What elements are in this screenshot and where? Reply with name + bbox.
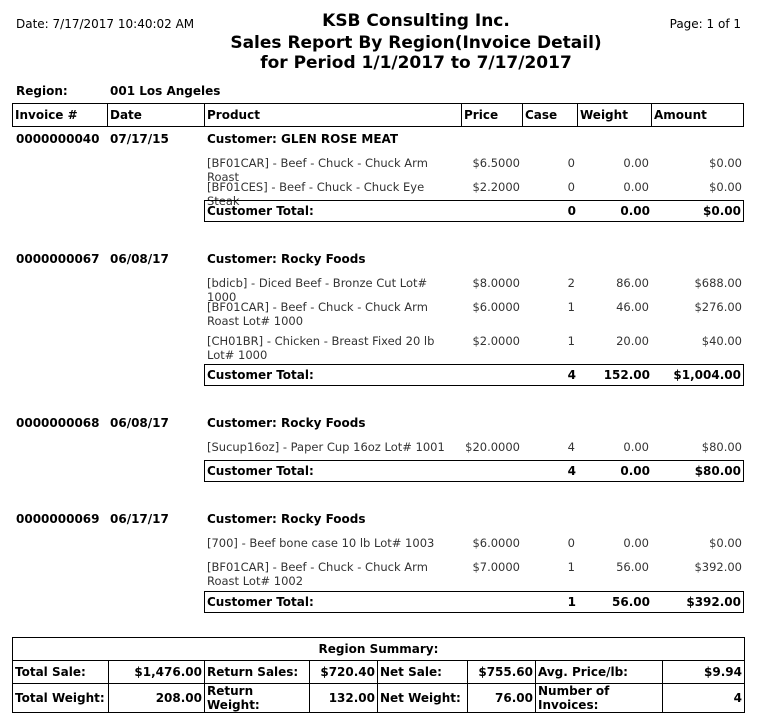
customer-total-weight: 56.00 (612, 595, 650, 609)
customer-total-case: 4 (567, 368, 576, 382)
line-product: [BF01CAR] - Beef - Chuck - Chuck Arm Roast Lot# 1002 (207, 560, 428, 588)
num-invoices-label: Number of Invoices: (536, 684, 663, 713)
region-summary-table (12, 637, 745, 713)
line-price: $6.0000 (472, 300, 520, 314)
customer-total-row (204, 591, 744, 613)
line-case: 2 (567, 276, 575, 290)
region-summary-title: Region Summary: (13, 638, 745, 661)
line-product: [Sucup16oz] - Paper Cup 16oz Lot# 1001 (207, 440, 445, 454)
customer-total-label: Customer Total: (207, 464, 314, 478)
page-number: Page: 1 of 1 (669, 17, 741, 31)
region-value: 001 Los Angeles (110, 84, 221, 98)
line-amount: $0.00 (709, 536, 742, 550)
line-weight: 20.00 (616, 334, 649, 348)
line-price: $6.5000 (472, 156, 520, 170)
line-product: [BF01CAR] - Beef - Chuck - Chuck Arm Roast Lot# 1000 (207, 300, 428, 328)
column-header-case: Case (522, 104, 577, 126)
line-weight: 56.00 (616, 560, 649, 574)
line-case: 0 (567, 536, 575, 550)
line-amount: $0.00 (709, 180, 742, 194)
customer-name: Customer: GLEN ROSE MEAT (207, 132, 399, 146)
column-header-product: Product (204, 104, 461, 126)
line-case: 4 (567, 440, 575, 454)
customer-total-case: 4 (567, 464, 576, 478)
avg-price-value: $9.94 (663, 661, 745, 684)
column-header-invoice: Invoice # (15, 108, 78, 122)
invoice-date: 07/17/15 (110, 132, 169, 146)
customer-total-row (204, 200, 744, 222)
column-header-amount: Amount (651, 104, 743, 126)
line-weight: 0.00 (623, 180, 649, 194)
line-case: 0 (567, 156, 575, 170)
invoice-date: 06/08/17 (110, 252, 169, 266)
return-sales-value: $720.40 (310, 661, 378, 684)
line-product: [bdicb] - Diced Beef - Bronze Cut Lot# 1000 (207, 276, 428, 304)
customer-total-label: Customer Total: (207, 595, 314, 609)
column-header-date: Date (107, 104, 204, 126)
customer-total-weight: 152.00 (603, 368, 650, 382)
line-price: $7.0000 (472, 560, 520, 574)
customer-total-label: Customer Total: (207, 204, 314, 218)
customer-total-case: 0 (567, 204, 576, 218)
customer-total-weight: 0.00 (620, 464, 650, 478)
net-weight-value: 76.00 (468, 684, 536, 713)
line-amount: $80.00 (701, 440, 742, 454)
line-weight: 0.00 (623, 440, 649, 454)
line-weight: 0.00 (623, 536, 649, 550)
invoice-number: 0000000069 (16, 512, 100, 526)
return-weight-label: Return Weight: (205, 684, 310, 713)
line-price: $2.2000 (472, 180, 520, 194)
line-amount: $40.00 (701, 334, 742, 348)
line-weight: 0.00 (623, 156, 649, 170)
invoice-number: 0000000067 (16, 252, 100, 266)
total-sale-label: Total Sale: (13, 661, 109, 684)
total-sale-value: $1,476.00 (109, 661, 205, 684)
report-date: Date: 7/17/2017 10:40:02 AM (16, 17, 195, 31)
customer-total-label: Customer Total: (207, 368, 314, 382)
total-weight-label: Total Weight: (13, 684, 109, 713)
customer-name: Customer: Rocky Foods (207, 512, 366, 526)
customer-total-weight: 0.00 (620, 204, 650, 218)
line-amount: $688.00 (694, 276, 742, 290)
column-header-price: Price (461, 104, 522, 126)
line-weight: 46.00 (616, 300, 649, 314)
line-amount: $276.00 (694, 300, 742, 314)
line-price: $2.0000 (472, 334, 520, 348)
report-title: Sales Report By Region(Invoice Detail) (230, 33, 602, 53)
line-case: 1 (567, 300, 575, 314)
line-case: 0 (567, 180, 575, 194)
customer-total-row (204, 364, 744, 386)
customer-name: Customer: Rocky Foods (207, 252, 366, 266)
customer-total-amount: $392.00 (686, 595, 741, 609)
line-amount: $0.00 (709, 156, 742, 170)
line-weight: 86.00 (616, 276, 649, 290)
avg-price-label: Avg. Price/lb: (536, 661, 663, 684)
line-product: [BF01CAR] - Beef - Chuck - Chuck Arm Roast (207, 156, 428, 184)
invoice-date: 06/17/17 (110, 512, 169, 526)
line-price: $20.0000 (465, 440, 520, 454)
column-header-weight: Weight (577, 104, 651, 126)
customer-name: Customer: Rocky Foods (207, 416, 366, 430)
region-label: Region: (16, 84, 68, 98)
line-case: 1 (567, 560, 575, 574)
net-sale-value: $755.60 (468, 661, 536, 684)
num-invoices-value: 4 (663, 684, 745, 713)
line-product: [700] - Beef bone case 10 lb Lot# 1003 (207, 536, 435, 550)
net-weight-label: Net Weight: (378, 684, 468, 713)
customer-total-row (204, 460, 744, 482)
net-sale-label: Net Sale: (378, 661, 468, 684)
line-case: 1 (567, 334, 575, 348)
report-period: for Period 1/1/2017 to 7/17/2017 (260, 53, 572, 73)
invoice-number: 0000000068 (16, 416, 100, 430)
line-amount: $392.00 (694, 560, 742, 574)
line-price: $8.0000 (472, 276, 520, 290)
customer-total-amount: $1,004.00 (673, 368, 741, 382)
invoice-date: 06/08/17 (110, 416, 169, 430)
line-product: [CH01BR] - Chicken - Breast Fixed 20 lb Lot# 1000 (207, 334, 435, 362)
company-name: KSB Consulting Inc. (322, 11, 510, 31)
invoice-number: 0000000040 (16, 132, 100, 146)
return-sales-label: Return Sales: (205, 661, 310, 684)
line-price: $6.0000 (472, 536, 520, 550)
customer-total-amount: $0.00 (703, 204, 741, 218)
return-weight-value: 132.00 (310, 684, 378, 713)
line-product: [BF01CES] - Beef - Chuck - Chuck Eye Steak (207, 180, 425, 208)
customer-total-case: 1 (567, 595, 576, 609)
column-header-row (12, 103, 744, 127)
total-weight-value: 208.00 (109, 684, 205, 713)
customer-total-amount: $80.00 (694, 464, 741, 478)
